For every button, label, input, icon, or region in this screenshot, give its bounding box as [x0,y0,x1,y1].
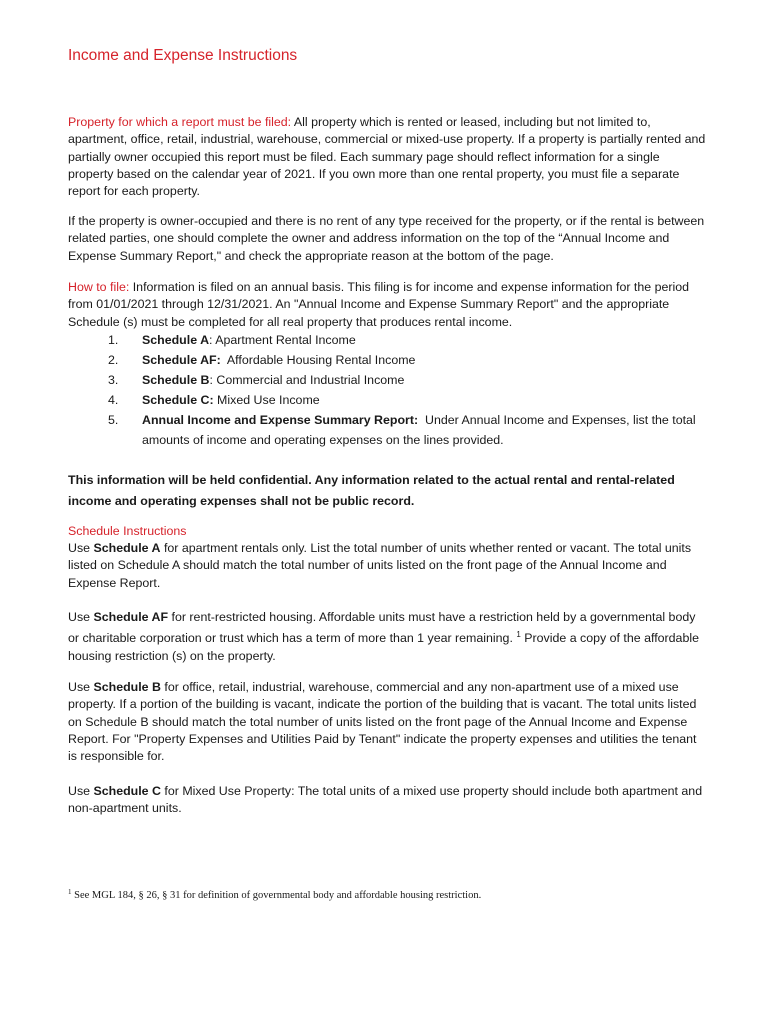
confidentiality-notice: This information will be held confidential. Any information related to the actual rental and rental-related income and operating expenses shall not be public record. [68,473,675,508]
page-title: Income and Expense Instructions [68,47,298,64]
list-item [108,350,698,370]
text-span: for rent-restricted housing. Affordable units must have a restriction held by a governmental body or charitable corporation or trust which has a term of more than 1 year remaining. [68,610,696,646]
schedule-b-paragraph [68,679,708,765]
schedule-instructions-heading: Schedule Instructions [68,524,187,538]
text-span: for apartment rentals only. List the total number of units whether rented or vacant. The total units listed on Schedule A should match the total number of units listed on the front page of the Annual Income and Expense Report. [68,541,692,590]
text-span: Use [68,784,94,798]
property-filing-paragraph [68,114,708,200]
list-item-bold: Schedule C: [142,393,214,407]
list-item-text: : Apartment Rental Income [209,333,356,347]
schedule-c-term: Schedule C [93,784,161,798]
owner-occupied-paragraph: If the property is owner-occupied and there is no rent of any type received for the property, or if the rental is between related parties, one should complete the owner and address information on the top of the “Annual Income and Expense Summary Report," and check the appropriate reason at the bottom of the page. [68,214,705,263]
list-item-text: Affordable Housing Rental Income [220,353,416,367]
schedule-a-paragraph [68,540,708,592]
list-number: 4. [108,393,119,407]
footnote [68,885,708,903]
list-item-bold: Schedule B [142,373,210,387]
text-span: Use [68,680,94,694]
schedule-af-paragraph [68,609,708,665]
list-number: 3. [108,373,119,387]
list-item-bold: Annual Income and Expense Summary Report: [142,413,419,427]
schedule-af-term: Schedule AF [93,610,169,624]
footnote-marker: 1 [68,888,72,896]
list-item-text: : Commercial and Industrial Income [209,373,405,387]
list-number: 1. [108,333,119,347]
text-span: Provide a copy of the affordable housing restriction (s) on the property. [68,631,699,663]
list-item-text: Mixed Use Income [213,393,320,407]
text-span: for office, retail, industrial, warehouse, commercial and any non-apartment use of a mixed use property. If a portion of the building is vacant, indicate the portion of the building that is vacant. The total units listed on Schedule B should match the total number of units listed on the front page of the Annual Income and Expense Report. For "Property Expenses and Utilities Paid by Tenant" indicate the property expenses and utilities the tenant is responsible for. [68,680,697,764]
list-number: 5. [108,413,119,427]
list-item [108,410,698,450]
list-item-bold: Schedule A [142,333,210,347]
how-to-file-paragraph [68,279,708,331]
property-filing-text: All property which is rented or leased, including but not limited to, apartment, office, retail, industrial, warehouse, commercial or mixed-use property. If a property is partially rented and partially owner occupied this report must be filed. Each summary page should reflect information for a single property based on the calendar year of 2021. If you own more than one rental property, you must file a separate report for each property. [68,115,706,199]
schedule-c-paragraph [68,783,708,818]
footnote-text: See MGL 184, § 26, § 31 for definition of governmental body and affordable housing restriction. [71,890,482,901]
how-to-file-label: How to file: [68,280,130,294]
schedule-a-term: Schedule A [93,541,161,555]
how-to-file-text: Information is filed on an annual basis. This filing is for income and expense information for the period from 01/01/2021 through 12/31/2021. An "Annual Income and Expense Summary Report" and the appropriate Schedule (s) must be completed for all real property that produces rental income. [68,280,690,329]
schedule-list [108,330,698,450]
list-number: 2. [108,353,119,367]
list-item [108,390,698,410]
list-item [108,330,698,350]
footnote-reference: 1 [516,630,521,640]
list-item-text: Under Annual Income and Expenses, list the total amounts of income and operating expenses on the lines provided. [142,413,700,447]
text-span: Use [68,610,94,624]
list-item [108,370,698,390]
text-span: for Mixed Use Property: The total units of a mixed use property should include both apartment and non-apartment units. [68,784,703,816]
list-item-bold: Schedule AF: [142,353,221,367]
schedule-b-term: Schedule B [93,680,161,694]
text-span: Use [68,541,94,555]
property-filing-label: Property for which a report must be filed: [68,115,292,129]
